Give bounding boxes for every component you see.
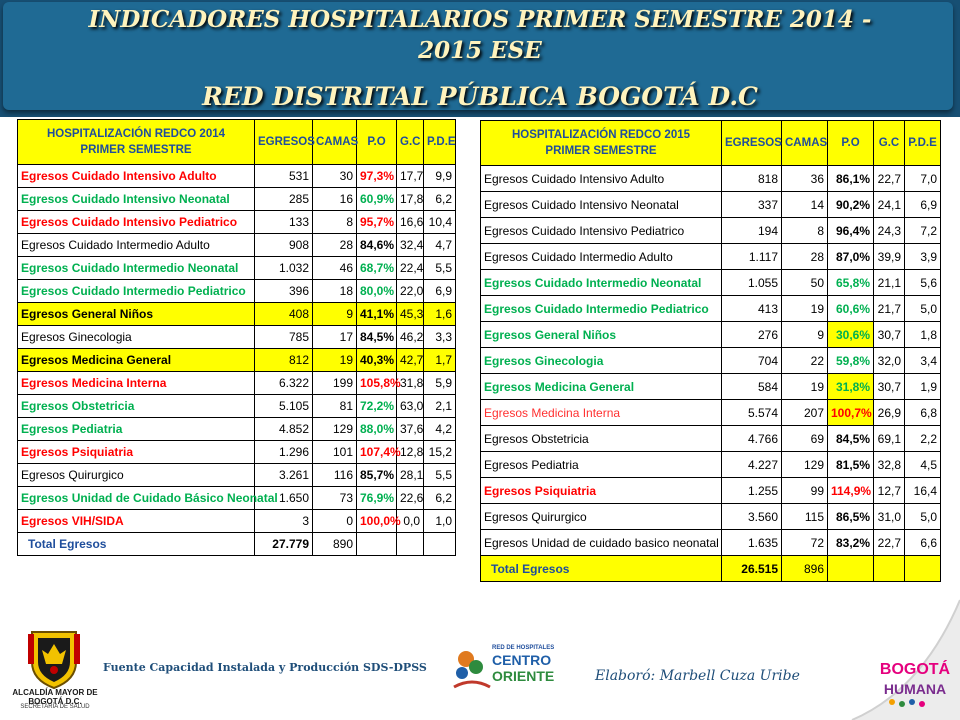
cell-pde: 4,7 bbox=[424, 234, 456, 257]
page-title-line-1: INDICADORES HOSPITALARIOS PRIMER SEMESTRE 2014 - bbox=[88, 6, 872, 33]
network-logo-line1: CENTRO bbox=[492, 652, 552, 668]
total-empty-gc bbox=[397, 533, 424, 556]
coat-subcaption: SECRETARÍA DE SALUD bbox=[20, 704, 90, 710]
row-label: Egresos Medicina Interna bbox=[481, 400, 722, 426]
cell-gc: 24,3 bbox=[874, 218, 905, 244]
row-label: Egresos Cuidado Intensivo Adulto bbox=[481, 166, 722, 192]
cell-pde: 16,4 bbox=[905, 478, 941, 504]
cell-gc: 22,0 bbox=[397, 280, 424, 303]
total-camas: 896 bbox=[782, 556, 828, 582]
cell-egresos: 1.055 bbox=[722, 270, 782, 296]
table-row bbox=[18, 464, 456, 487]
row-label: Egresos Quirurgico bbox=[481, 504, 722, 530]
cell-camas: 19 bbox=[313, 349, 357, 372]
cell-camas: 19 bbox=[782, 374, 828, 400]
cell-po: 88,0% bbox=[357, 418, 397, 441]
cell-camas: 99 bbox=[782, 478, 828, 504]
row-label: Egresos General Niños bbox=[18, 303, 255, 326]
cell-egresos: 5.105 bbox=[255, 395, 313, 418]
cell-camas: 9 bbox=[782, 322, 828, 348]
row-label: Egresos Unidad de cuidado basico neonatal bbox=[481, 530, 722, 556]
total-empty-pde bbox=[424, 533, 456, 556]
table-row bbox=[18, 234, 456, 257]
cell-po: 65,8% bbox=[828, 270, 874, 296]
table-row bbox=[481, 374, 941, 400]
row-label: Egresos Cuidado Intermedio Adulto bbox=[481, 244, 722, 270]
cell-po: 84,5% bbox=[357, 326, 397, 349]
total-egresos: 26.515 bbox=[722, 556, 782, 582]
row-label: Egresos VIH/SIDA bbox=[18, 510, 255, 533]
table-header-title-line-2: PRIMER SEMESTRE bbox=[80, 144, 192, 156]
bogota-logo-line1: BOGOTÁ bbox=[879, 661, 951, 678]
cell-po: 86,1% bbox=[828, 166, 874, 192]
cell-po: 83,2% bbox=[828, 530, 874, 556]
cell-gc: 32,8 bbox=[874, 452, 905, 478]
row-label: Egresos Pediatria bbox=[18, 418, 255, 441]
total-egresos: 27.779 bbox=[255, 533, 313, 556]
cell-egresos: 337 bbox=[722, 192, 782, 218]
column-header: CAMAS bbox=[313, 120, 357, 165]
cell-camas: 22 bbox=[782, 348, 828, 374]
cell-camas: 8 bbox=[313, 211, 357, 234]
cell-camas: 28 bbox=[313, 234, 357, 257]
table-row bbox=[481, 504, 941, 530]
column-header: CAMAS bbox=[782, 121, 828, 166]
table-row bbox=[18, 418, 456, 441]
cell-camas: 81 bbox=[313, 395, 357, 418]
table-row bbox=[18, 510, 456, 533]
row-label: Egresos Psiquiatria bbox=[18, 441, 255, 464]
cell-camas: 50 bbox=[782, 270, 828, 296]
row-label: Egresos Cuidado Intermedio Neonatal bbox=[18, 257, 255, 280]
table-row bbox=[481, 426, 941, 452]
cell-pde: 3,4 bbox=[905, 348, 941, 374]
cell-pde: 15,2 bbox=[424, 441, 456, 464]
table-row bbox=[481, 166, 941, 192]
cell-po: 84,5% bbox=[828, 426, 874, 452]
row-label: Egresos Cuidado Intensivo Pediatrico bbox=[481, 218, 722, 244]
total-camas: 890 bbox=[313, 533, 357, 556]
row-label: Egresos Cuidado Intensivo Neonatal bbox=[481, 192, 722, 218]
cell-gc: 22,4 bbox=[397, 257, 424, 280]
table-row bbox=[18, 165, 456, 188]
table-row bbox=[18, 441, 456, 464]
row-label: Egresos Obstetricia bbox=[18, 395, 255, 418]
cell-po: 60,6% bbox=[828, 296, 874, 322]
cell-egresos: 1.296 bbox=[255, 441, 313, 464]
cell-po: 30,6% bbox=[828, 322, 874, 348]
cell-camas: 116 bbox=[313, 464, 357, 487]
row-label: Egresos Cuidado Intermedio Neonatal bbox=[481, 270, 722, 296]
table-header-title bbox=[18, 120, 255, 165]
cell-po: 87,0% bbox=[828, 244, 874, 270]
cell-po: 60,9% bbox=[357, 188, 397, 211]
cell-camas: 69 bbox=[782, 426, 828, 452]
cell-po: 100,0% bbox=[357, 510, 397, 533]
cell-pde: 6,2 bbox=[424, 487, 456, 510]
cell-egresos: 413 bbox=[722, 296, 782, 322]
cell-po: 40,3% bbox=[357, 349, 397, 372]
row-label: Egresos Medicina General bbox=[18, 349, 255, 372]
cell-gc: 28,1 bbox=[397, 464, 424, 487]
cell-pde: 5,6 bbox=[905, 270, 941, 296]
total-label: Total Egresos bbox=[18, 533, 255, 556]
cell-camas: 199 bbox=[313, 372, 357, 395]
column-header: G.C bbox=[874, 121, 905, 166]
network-logo-line2: ORIENTE bbox=[492, 668, 555, 684]
table-row bbox=[481, 322, 941, 348]
cell-gc: 69,1 bbox=[874, 426, 905, 452]
cell-egresos: 1.117 bbox=[722, 244, 782, 270]
table-row bbox=[18, 372, 456, 395]
row-label: Egresos Unidad de Cuidado Básico Neonatal bbox=[18, 487, 255, 510]
cell-po: 41,1% bbox=[357, 303, 397, 326]
table-row bbox=[18, 326, 456, 349]
cell-pde: 9,9 bbox=[424, 165, 456, 188]
table-row bbox=[481, 452, 941, 478]
cell-egresos: 6.322 bbox=[255, 372, 313, 395]
table-header-row bbox=[481, 121, 941, 166]
row-label: Egresos Quirurgico bbox=[18, 464, 255, 487]
cell-camas: 0 bbox=[313, 510, 357, 533]
bogota-humana-logo bbox=[880, 652, 950, 712]
table-row bbox=[18, 257, 456, 280]
cell-egresos: 3.560 bbox=[722, 504, 782, 530]
table-row bbox=[18, 211, 456, 234]
cell-gc: 32,0 bbox=[874, 348, 905, 374]
cell-pde: 1,8 bbox=[905, 322, 941, 348]
cell-egresos: 812 bbox=[255, 349, 313, 372]
column-header: G.C bbox=[397, 120, 424, 165]
cell-po: 84,6% bbox=[357, 234, 397, 257]
total-row bbox=[481, 556, 941, 582]
cell-pde: 1,7 bbox=[424, 349, 456, 372]
cell-pde: 4,2 bbox=[424, 418, 456, 441]
cell-camas: 19 bbox=[782, 296, 828, 322]
cell-camas: 207 bbox=[782, 400, 828, 426]
cell-gc: 16,6 bbox=[397, 211, 424, 234]
cell-egresos: 704 bbox=[722, 348, 782, 374]
total-label: Total Egresos bbox=[481, 556, 722, 582]
row-label: Egresos Ginecologia bbox=[481, 348, 722, 374]
cell-gc: 63,0 bbox=[397, 395, 424, 418]
cell-egresos: 3.261 bbox=[255, 464, 313, 487]
cell-egresos: 1.032 bbox=[255, 257, 313, 280]
cell-pde: 6,6 bbox=[905, 530, 941, 556]
table-row bbox=[481, 478, 941, 504]
row-label: Egresos Cuidado Intermedio Adulto bbox=[18, 234, 255, 257]
row-label: Egresos Cuidado Intermedio Pediatrico bbox=[18, 280, 255, 303]
table-row bbox=[481, 530, 941, 556]
cell-egresos: 584 bbox=[722, 374, 782, 400]
row-label: Egresos Cuidado Intensivo Pediatrico bbox=[18, 211, 255, 234]
cell-egresos: 3 bbox=[255, 510, 313, 533]
cell-gc: 24,1 bbox=[874, 192, 905, 218]
cell-pde: 1,6 bbox=[424, 303, 456, 326]
table-row bbox=[481, 244, 941, 270]
cell-gc: 30,7 bbox=[874, 322, 905, 348]
row-label: Egresos Ginecologia bbox=[18, 326, 255, 349]
cell-camas: 115 bbox=[782, 504, 828, 530]
row-label: Egresos Pediatria bbox=[481, 452, 722, 478]
table-row bbox=[18, 280, 456, 303]
cell-pde: 7,2 bbox=[905, 218, 941, 244]
cell-pde: 5,5 bbox=[424, 464, 456, 487]
cell-gc: 26,9 bbox=[874, 400, 905, 426]
cell-po: 95,7% bbox=[357, 211, 397, 234]
cell-egresos: 1.255 bbox=[722, 478, 782, 504]
cell-egresos: 5.574 bbox=[722, 400, 782, 426]
column-header: P.O bbox=[357, 120, 397, 165]
cell-po: 68,7% bbox=[357, 257, 397, 280]
cell-camas: 17 bbox=[313, 326, 357, 349]
cell-po: 85,7% bbox=[357, 464, 397, 487]
table-header-row bbox=[18, 120, 456, 165]
cell-pde: 5,9 bbox=[424, 372, 456, 395]
cell-pde: 10,4 bbox=[424, 211, 456, 234]
table-row bbox=[481, 296, 941, 322]
cell-pde: 5,0 bbox=[905, 296, 941, 322]
cell-gc: 12,8 bbox=[397, 441, 424, 464]
cell-gc: 17,8 bbox=[397, 188, 424, 211]
cell-egresos: 4.227 bbox=[722, 452, 782, 478]
cell-camas: 18 bbox=[313, 280, 357, 303]
cell-po: 86,5% bbox=[828, 504, 874, 530]
cell-gc: 31,0 bbox=[874, 504, 905, 530]
cell-gc: 37,6 bbox=[397, 418, 424, 441]
cell-gc: 22,6 bbox=[397, 487, 424, 510]
cell-gc: 32,4 bbox=[397, 234, 424, 257]
table-row bbox=[18, 188, 456, 211]
row-label: Egresos Obstetricia bbox=[481, 426, 722, 452]
cell-egresos: 285 bbox=[255, 188, 313, 211]
cell-camas: 28 bbox=[782, 244, 828, 270]
total-empty-po bbox=[357, 533, 397, 556]
cell-gc: 42,7 bbox=[397, 349, 424, 372]
cell-gc: 21,1 bbox=[874, 270, 905, 296]
cell-egresos: 818 bbox=[722, 166, 782, 192]
cell-gc: 31,8 bbox=[397, 372, 424, 395]
network-logo-top: RED DE HOSPITALES bbox=[492, 645, 555, 651]
row-label: Egresos Cuidado Intensivo Neonatal bbox=[18, 188, 255, 211]
cell-camas: 129 bbox=[313, 418, 357, 441]
cell-pde: 7,0 bbox=[905, 166, 941, 192]
cell-egresos: 531 bbox=[255, 165, 313, 188]
author-credit: Elaboró: Marbell Cuza Uribe bbox=[595, 668, 800, 684]
cell-camas: 73 bbox=[313, 487, 357, 510]
column-header: P.D.E bbox=[424, 120, 456, 165]
cell-po: 90,2% bbox=[828, 192, 874, 218]
cell-egresos: 408 bbox=[255, 303, 313, 326]
cell-pde: 5,5 bbox=[424, 257, 456, 280]
cell-gc: 30,7 bbox=[874, 374, 905, 400]
cell-camas: 36 bbox=[782, 166, 828, 192]
table-header-title-line-1: HOSPITALIZACIÓN REDCO 2015 bbox=[511, 129, 691, 141]
cell-po: 114,9% bbox=[828, 478, 874, 504]
cell-po: 31,8% bbox=[828, 374, 874, 400]
coat-caption: ALCALDÍA MAYOR DE BOGOTÁ D.C. bbox=[12, 688, 98, 706]
cell-pde: 6,8 bbox=[905, 400, 941, 426]
table-row bbox=[481, 270, 941, 296]
table-header-title-line-1: HOSPITALIZACIÓN REDCO 2014 bbox=[46, 128, 226, 140]
table-row bbox=[481, 348, 941, 374]
cell-pde: 3,3 bbox=[424, 326, 456, 349]
bogota-logo-line2: HUMANA bbox=[883, 681, 947, 697]
table-hospitalizacion-2014 bbox=[17, 119, 456, 556]
table-row bbox=[18, 487, 456, 510]
total-empty-pde bbox=[905, 556, 941, 582]
row-label: Egresos Cuidado Intensivo Adulto bbox=[18, 165, 255, 188]
cell-egresos: 785 bbox=[255, 326, 313, 349]
cell-camas: 101 bbox=[313, 441, 357, 464]
cell-pde: 1,0 bbox=[424, 510, 456, 533]
cell-camas: 16 bbox=[313, 188, 357, 211]
title-banner bbox=[0, 0, 960, 117]
cell-egresos: 194 bbox=[722, 218, 782, 244]
cell-camas: 14 bbox=[782, 192, 828, 218]
cell-gc: 46,2 bbox=[397, 326, 424, 349]
cell-egresos: 908 bbox=[255, 234, 313, 257]
cell-camas: 72 bbox=[782, 530, 828, 556]
table-header-title-line-2: PRIMER SEMESTRE bbox=[545, 145, 657, 157]
table-row bbox=[18, 349, 456, 372]
cell-pde: 4,5 bbox=[905, 452, 941, 478]
cell-pde: 6,2 bbox=[424, 188, 456, 211]
cell-po: 96,4% bbox=[828, 218, 874, 244]
cell-po: 80,0% bbox=[357, 280, 397, 303]
cell-po: 105,8% bbox=[357, 372, 397, 395]
cell-egresos: 4.852 bbox=[255, 418, 313, 441]
cell-pde: 2,2 bbox=[905, 426, 941, 452]
cell-gc: 45,3 bbox=[397, 303, 424, 326]
column-header: EGRESOS bbox=[722, 121, 782, 166]
cell-pde: 6,9 bbox=[905, 192, 941, 218]
red-hospitales-centro-oriente-logo bbox=[452, 637, 555, 693]
cell-gc: 22,7 bbox=[874, 530, 905, 556]
cell-po: 97,3% bbox=[357, 165, 397, 188]
cell-gc: 17,7 bbox=[397, 165, 424, 188]
total-empty-gc bbox=[874, 556, 905, 582]
column-header: P.O bbox=[828, 121, 874, 166]
cell-pde: 5,0 bbox=[905, 504, 941, 530]
row-label: Egresos Cuidado Intermedio Pediatrico bbox=[481, 296, 722, 322]
cell-pde: 1,9 bbox=[905, 374, 941, 400]
column-header: P.D.E bbox=[905, 121, 941, 166]
table-hospitalizacion-2015 bbox=[480, 120, 941, 582]
cell-egresos: 133 bbox=[255, 211, 313, 234]
cell-pde: 2,1 bbox=[424, 395, 456, 418]
total-row bbox=[18, 533, 456, 556]
cell-gc: 39,9 bbox=[874, 244, 905, 270]
cell-camas: 30 bbox=[313, 165, 357, 188]
table-header-title bbox=[481, 121, 722, 166]
total-empty-po bbox=[828, 556, 874, 582]
row-label: Egresos Medicina General bbox=[481, 374, 722, 400]
cell-po: 59,8% bbox=[828, 348, 874, 374]
cell-camas: 9 bbox=[313, 303, 357, 326]
page-subtitle: RED DISTRITAL PÚBLICA BOGOTÁ D.C bbox=[202, 82, 758, 111]
page-title-line-2: 2015 ESE bbox=[418, 37, 542, 64]
column-header: EGRESOS bbox=[255, 120, 313, 165]
cell-po: 76,9% bbox=[357, 487, 397, 510]
cell-po: 100,7% bbox=[828, 400, 874, 426]
cell-egresos: 1.635 bbox=[722, 530, 782, 556]
cell-po: 107,4% bbox=[357, 441, 397, 464]
cell-po: 81,5% bbox=[828, 452, 874, 478]
cell-egresos: 1.650 bbox=[255, 487, 313, 510]
cell-po: 72,2% bbox=[357, 395, 397, 418]
cell-egresos: 4.766 bbox=[722, 426, 782, 452]
table-row bbox=[481, 192, 941, 218]
table-row bbox=[481, 218, 941, 244]
cell-camas: 8 bbox=[782, 218, 828, 244]
table-row bbox=[18, 303, 456, 326]
cell-egresos: 396 bbox=[255, 280, 313, 303]
table-row bbox=[481, 400, 941, 426]
source-note: Fuente Capacidad Instalada y Producción SDS-DPSS bbox=[103, 661, 427, 674]
bogota-coat-of-arms-logo bbox=[22, 628, 86, 690]
cell-pde: 3,9 bbox=[905, 244, 941, 270]
cell-camas: 129 bbox=[782, 452, 828, 478]
cell-camas: 46 bbox=[313, 257, 357, 280]
cell-egresos: 276 bbox=[722, 322, 782, 348]
table-row bbox=[18, 395, 456, 418]
cell-gc: 12,7 bbox=[874, 478, 905, 504]
cell-pde: 6,9 bbox=[424, 280, 456, 303]
cell-gc: 0,0 bbox=[397, 510, 424, 533]
row-label: Egresos General Niños bbox=[481, 322, 722, 348]
cell-gc: 21,7 bbox=[874, 296, 905, 322]
row-label: Egresos Medicina Interna bbox=[18, 372, 255, 395]
cell-gc: 22,7 bbox=[874, 166, 905, 192]
row-label: Egresos Psiquiatria bbox=[481, 478, 722, 504]
